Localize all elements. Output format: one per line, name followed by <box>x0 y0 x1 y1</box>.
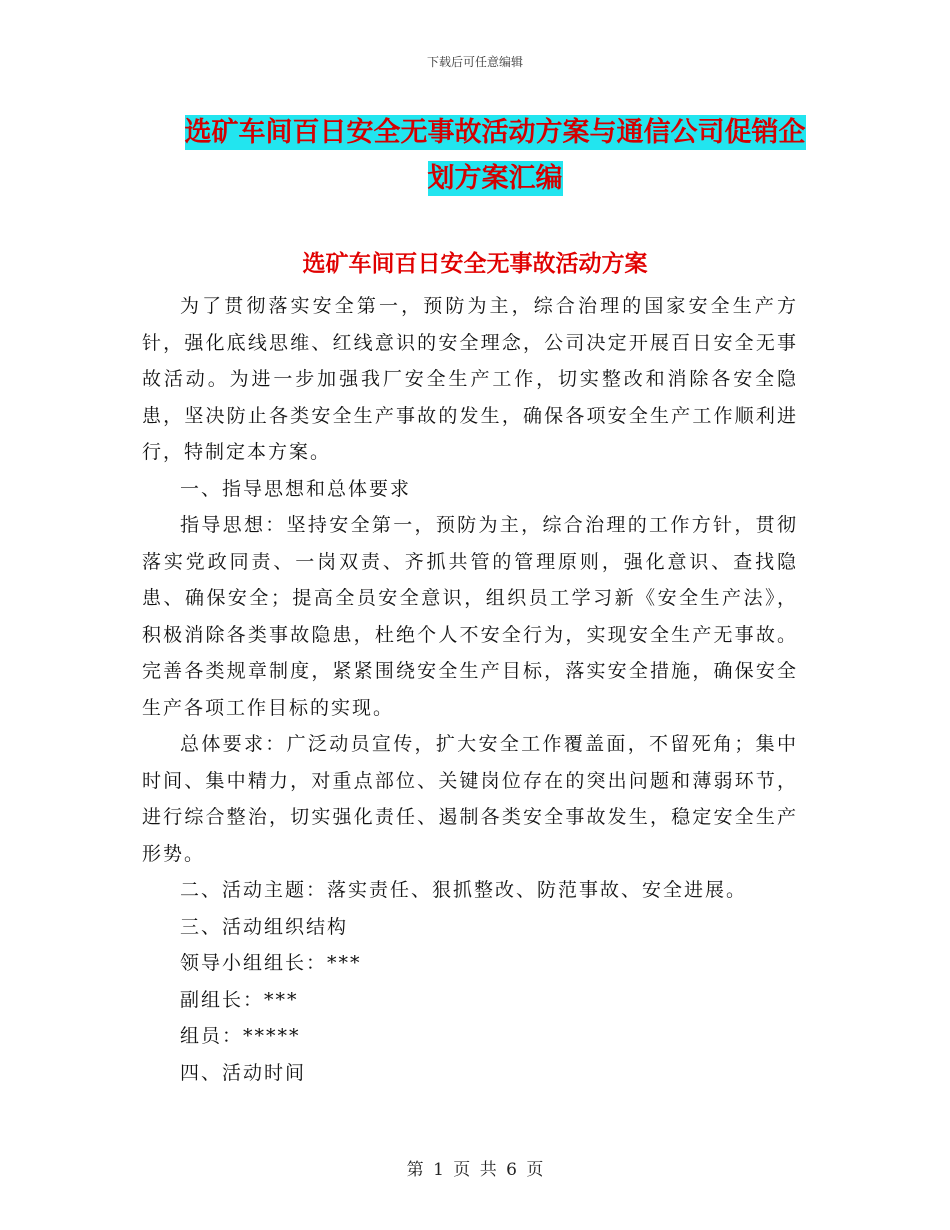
heading-organization: 三、活动组织结构 <box>180 915 349 938</box>
title-line-1: 选矿车间百日安全无事故活动方案与通信公司促销企 <box>184 117 806 148</box>
org-leader: 领导小组组长：*** <box>180 952 362 974</box>
org-deputy: 副组长：*** <box>180 988 299 1011</box>
title-line-2: 划方案汇编 <box>427 163 563 194</box>
paragraph-guiding-thought: 指导思想：坚持安全第一，预防为主，综合治理的工作方针，贯彻落实党政同责、一岗双责、齐抓共管的管理原则，强化意识、查找隐患、确保安全；提高全员安全意识，组织员工学习新《安全生产法》，积极消除各类事故隐患，杜绝个人不安全行为，实现安全生产无事故。完善各类规章制度，紧紧围绕安全生产目标，落实安全措施，确保安全生产各项工作目标的实现。 <box>142 514 798 719</box>
heading-activity-time: 四、活动时间 <box>180 1061 307 1084</box>
paragraph-general-requirements: 总体要求：广泛动员宣传，扩大安全工作覆盖面，不留死角；集中时间、集中精力，对重点部位、关键岗位存在的突出问题和薄弱环节，进行综合整治，切实强化责任、遏制各类安全事故发生，稳定安全生产形势。 <box>142 733 798 865</box>
document-body <box>142 288 798 1091</box>
page-footer: 第 1 页 共 6 页 <box>406 1160 544 1180</box>
heading-guiding-principles: 一、指导思想和总体要求 <box>180 477 412 500</box>
document-title <box>150 110 840 202</box>
header-note: 下载后可任意编辑 <box>426 55 523 69</box>
section-title: 选矿车间百日安全无事故活动方案 <box>302 251 648 277</box>
org-members: 组员：***** <box>180 1025 301 1047</box>
paragraph-intro: 为了贯彻落实安全第一，预防为主，综合治理的国家安全生产方针，强化底线思维、红线意识的安全理念，公司决定开展百日安全无事故活动。为进一步加强我厂安全生产工作，切实整改和消除各安全隐患，坚决防止各类安全生产事故的发生，确保各项安全生产工作顺利进行，特制定本方案。 <box>142 295 798 463</box>
paragraph-activity-theme: 二、活动主题：落实责任、狠抓整改、防范事故、安全进展。 <box>180 879 748 901</box>
